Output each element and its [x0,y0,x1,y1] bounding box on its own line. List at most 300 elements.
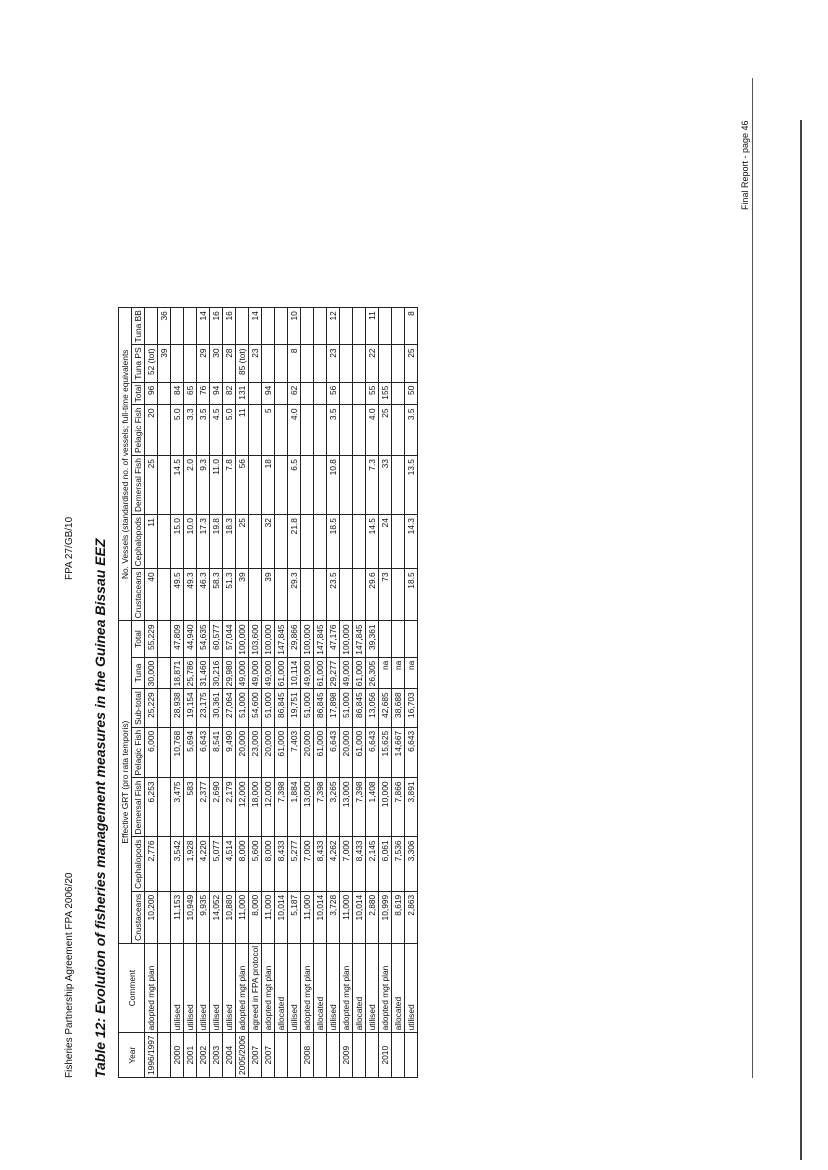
cell-value: 18.5 [405,569,418,621]
cell-value: 6,643 [405,727,418,778]
cell-value: 12,000 [262,778,275,837]
cell-value: 73 [379,569,392,621]
cell-value: 6.5 [288,456,301,515]
group-vessels: No. Vessels (standardised no. of vessels; full-time equivalents [119,308,132,621]
cell-value: 7.3 [366,456,379,515]
cell-value: 8,433 [353,837,366,891]
cell-value [314,405,327,456]
table-row [158,308,171,1078]
table-row [288,308,301,1078]
table-row [197,308,210,1078]
cell-value: 8,000 [262,837,275,891]
cell-comment: utilised [366,943,379,1033]
cell-value [379,345,392,382]
cell-value: 29.3 [288,569,301,621]
cell-value: 20,000 [236,727,249,778]
cell-value [262,308,275,345]
cell-value: 1,928 [184,837,197,891]
vessel-col-3: Pelagic Fish [132,405,145,456]
cell-value [314,382,327,405]
table-row [249,308,262,1078]
cell-value: 23 [327,345,340,382]
cell-value: 6,643 [366,727,379,778]
cell-value [353,405,366,456]
cell-value: 583 [184,778,197,837]
cell-value: 39 [262,569,275,621]
cell-value: 10,000 [379,778,392,837]
header-right: FPA 27/GB/10 [64,516,75,580]
cell-value: 62 [288,382,301,405]
cell-comment: adopted mgt plan [301,943,314,1033]
cell-value: 40 [145,569,158,621]
table-row [353,308,366,1078]
table-row [379,308,392,1078]
cell-value [301,569,314,621]
cell-value: 5.0 [223,405,236,456]
cell-value: 11,000 [340,891,353,943]
cell-value: 18 [262,456,275,515]
cell-comment: adopted mgt plan [236,943,249,1033]
cell-value: 61,000 [314,727,327,778]
cell-value [340,405,353,456]
cell-value [275,456,288,515]
cell-value: 4,262 [327,837,340,891]
cell-comment: utilised [327,943,340,1033]
cell-year: 2007 [262,1033,275,1078]
cell-comment: utilised [197,943,210,1033]
table-row [405,308,418,1078]
cell-value: 51,000 [236,689,249,728]
cell-value: 15,625 [379,727,392,778]
cell-value: 4.5 [210,405,223,456]
cell-value [249,515,262,569]
cell-value: 3,728 [327,891,340,943]
cell-year [366,1033,379,1078]
cell-value: 84 [171,382,184,405]
cell-value: 49,000 [301,657,314,689]
cell-value: 11 [145,515,158,569]
cell-value: 7,866 [392,778,405,837]
cell-comment: utilised [223,943,236,1033]
cell-comment: agreed in FPA protocol [249,943,262,1033]
cell-value [275,515,288,569]
cell-value: 6,061 [379,837,392,891]
cell-value [275,308,288,345]
cell-value: 86,845 [314,689,327,728]
cell-value: 33 [379,456,392,515]
cell-value: 36 [158,308,171,345]
cell-comment: adopted mgt plan [262,943,275,1033]
cell-value [392,621,405,657]
cell-value: 3,475 [171,778,184,837]
cell-value: 8,433 [275,837,288,891]
cell-value: 8,000 [249,891,262,943]
cell-year: 2007 [249,1033,262,1078]
cell-value: 10,200 [145,891,158,943]
cell-value: 21.8 [288,515,301,569]
cell-value: 51,000 [301,689,314,728]
cell-value: na [405,657,418,689]
cell-comment: allocated [275,943,288,1033]
cell-value: 2,880 [366,891,379,943]
cell-value [236,308,249,345]
cell-year [405,1033,418,1078]
cell-value [275,569,288,621]
cell-value: 5 [262,405,275,456]
table-body [145,308,418,1078]
cell-value: 23,000 [249,727,262,778]
cell-value: 14 [249,308,262,345]
cell-value [249,456,262,515]
cell-value: 49,000 [236,657,249,689]
cell-value [158,515,171,569]
cell-value: 6,643 [327,727,340,778]
cell-value: 11.0 [210,456,223,515]
cell-comment: adopted mgt plan [340,943,353,1033]
cell-value [275,345,288,382]
cell-value: 49.3 [184,569,197,621]
header-left: Fisheries Partnership Agreement FPA 2006/20 [64,872,75,1078]
cell-value [158,891,171,943]
vessel-col-4: Total [132,382,145,405]
cell-value: 47,176 [327,621,340,657]
cell-value: 3.5 [327,405,340,456]
cell-year: 2009 [340,1033,353,1078]
table-row [275,308,288,1078]
cell-value: 18.5 [327,515,340,569]
cell-value: 86,845 [353,689,366,728]
cell-value [249,405,262,456]
cell-value [301,308,314,345]
cell-value [314,569,327,621]
cell-value: 18.3 [223,515,236,569]
cell-value: 10,949 [184,891,197,943]
cell-value: 5,694 [184,727,197,778]
cell-value [392,308,405,345]
cell-value: 28,938 [171,689,184,728]
footer-rule [752,78,753,1078]
cell-value: 14.3 [405,515,418,569]
cell-value: 55,229 [145,621,158,657]
cell-value [340,515,353,569]
cell-comment: adopted mgt plan [145,943,158,1033]
cell-value [262,345,275,382]
cell-value [145,308,158,345]
cell-value: 10,768 [171,727,184,778]
cell-value: 10,999 [379,891,392,943]
col-year: Year [119,1033,145,1078]
cell-value: 10.8 [327,456,340,515]
cell-value [392,405,405,456]
cell-value: 19,751 [288,689,301,728]
table-row [236,308,249,1078]
cell-value: 46.3 [197,569,210,621]
cell-value: 3,542 [171,837,184,891]
cell-year: 2005/2006 [236,1033,249,1078]
cell-value: 29,277 [327,657,340,689]
cell-value [379,308,392,345]
cell-value [158,837,171,891]
cell-value: 18,871 [171,657,184,689]
cell-value: 52 (tot) [145,345,158,382]
cell-value [158,778,171,837]
grt-col-3: Pelagic Fish [132,727,145,778]
cell-value: 19,154 [184,689,197,728]
cell-value [314,456,327,515]
cell-value: 7.8 [223,456,236,515]
cell-value [275,405,288,456]
cell-comment [158,943,171,1033]
cell-year [275,1033,288,1078]
cell-value: 3,891 [405,778,418,837]
cell-value: 8,000 [236,837,249,891]
cell-value: 57,044 [223,621,236,657]
cell-value [353,345,366,382]
cell-value: 8,433 [314,837,327,891]
cell-value: 131 [236,382,249,405]
table-title: Table 12: Evolution of fisheries management measures in the Guinea Bissau EEZ [92,538,108,1078]
cell-value: 103,600 [249,621,262,657]
cell-value: 25 [236,515,249,569]
cell-value: 147,845 [353,621,366,657]
cell-value [392,569,405,621]
cell-value [158,405,171,456]
cell-value [392,345,405,382]
grt-col-5: Tuna [132,657,145,689]
cell-value: 61,000 [353,657,366,689]
cell-value: 25 [405,345,418,382]
cell-year [158,1033,171,1078]
cell-value: 15.0 [171,515,184,569]
cell-value: 29 [197,345,210,382]
cell-value: 9,490 [223,727,236,778]
cell-value: 8 [288,345,301,382]
cell-year [392,1033,405,1078]
cell-value: 10,014 [275,891,288,943]
cell-year: 2010 [379,1033,392,1078]
cell-value: 2,377 [197,778,210,837]
cell-value [171,308,184,345]
grt-col-4: Sub-total [132,689,145,728]
cell-value [314,345,327,382]
cell-value [340,345,353,382]
cell-value: 13,000 [301,778,314,837]
cell-value: 39 [236,569,249,621]
cell-value: 2,179 [223,778,236,837]
cell-value: 49.5 [171,569,184,621]
cell-value: 13,056 [366,689,379,728]
cell-value [158,569,171,621]
cell-value: 5,077 [210,837,223,891]
cell-value: 11,000 [262,891,275,943]
cell-value: 20,000 [301,727,314,778]
cell-value: 5,600 [249,837,262,891]
cell-value: 7,398 [275,778,288,837]
cell-value: 44,940 [184,621,197,657]
cell-value: 28 [223,345,236,382]
table-row [171,308,184,1078]
table-row [340,308,353,1078]
table-row [210,308,223,1078]
cell-value: 4,514 [223,837,236,891]
cell-value: 9.3 [197,456,210,515]
cell-value [301,382,314,405]
table-row [262,308,275,1078]
cell-value: 23.5 [327,569,340,621]
cell-value: 58.3 [210,569,223,621]
cell-value: 51.3 [223,569,236,621]
table-row [327,308,340,1078]
cell-value: 51,000 [340,689,353,728]
grt-col-0: Crustaceans [132,891,145,943]
cell-value [158,689,171,728]
cell-value: na [392,657,405,689]
cell-value: 6,643 [197,727,210,778]
cell-value [340,308,353,345]
cell-value: 10,880 [223,891,236,943]
fisheries-table [118,307,418,1078]
cell-value: 29,866 [288,621,301,657]
cell-value [392,456,405,515]
cell-value: 49,000 [262,657,275,689]
cell-value [171,345,184,382]
table-row [145,308,158,1078]
cell-value: 27,064 [223,689,236,728]
cell-year [314,1033,327,1078]
cell-comment: utilised [184,943,197,1033]
cell-value: 18,000 [249,778,262,837]
cell-value [353,456,366,515]
cell-value: 13,000 [340,778,353,837]
cell-value: na [379,657,392,689]
table-wrapper [118,307,418,1078]
cell-value: 2,863 [405,891,418,943]
cell-value: 96 [145,382,158,405]
cell-value: 147,845 [314,621,327,657]
cell-value [301,345,314,382]
grt-col-2: Demersal Fish [132,778,145,837]
cell-value: 12,000 [236,778,249,837]
cell-value: 14,667 [392,727,405,778]
cell-value: 19.8 [210,515,223,569]
cell-value: 10.0 [184,515,197,569]
cell-value: 7,000 [301,837,314,891]
cell-value: 100,000 [340,621,353,657]
cell-value: 4,220 [197,837,210,891]
cell-value: 11 [366,308,379,345]
cell-year: 2000 [171,1033,184,1078]
cell-value [392,515,405,569]
cell-value: 20,000 [340,727,353,778]
cell-value: 30 [210,345,223,382]
cell-value: 25,229 [145,689,158,728]
cell-year [288,1033,301,1078]
cell-value: 47,809 [171,621,184,657]
cell-value: 65 [184,382,197,405]
cell-value: 17.3 [197,515,210,569]
cell-value: 11,000 [236,891,249,943]
cell-year [327,1033,340,1078]
cell-value [405,621,418,657]
cell-value: 3,265 [327,778,340,837]
vessel-col-6: Tuna BB [132,308,145,345]
vessel-col-2: Demersal Fish [132,456,145,515]
cell-value: 3.3 [184,405,197,456]
cell-value: 82 [223,382,236,405]
cell-value [158,727,171,778]
cell-year: 2004 [223,1033,236,1078]
cell-value: 3.5 [197,405,210,456]
cell-value: 25,786 [184,657,197,689]
cell-value [314,308,327,345]
cell-value: 94 [210,382,223,405]
cell-value: 4.0 [288,405,301,456]
cell-value: 32 [262,515,275,569]
cell-value: 10 [288,308,301,345]
cell-value: 25 [379,405,392,456]
cell-year: 1996/1997 [145,1033,158,1078]
cell-value [275,382,288,405]
cell-value: 11,000 [301,891,314,943]
cell-value [353,515,366,569]
cell-value: 60,577 [210,621,223,657]
cell-value [184,345,197,382]
cell-value: 30,216 [210,657,223,689]
vessel-col-0: Crustaceans [132,569,145,621]
cell-comment: allocated [392,943,405,1033]
cell-value: 16,703 [405,689,418,728]
cell-value: 7,536 [392,837,405,891]
cell-year: 2003 [210,1033,223,1078]
cell-value: 16 [223,308,236,345]
cell-value: 8,541 [210,727,223,778]
cell-value: 100,000 [301,621,314,657]
cell-value: 61,000 [353,727,366,778]
cell-value: 155 [379,382,392,405]
cell-value: 29.6 [366,569,379,621]
vessel-col-5: Tuna PS [132,345,145,382]
cell-value [353,382,366,405]
cell-value: 8 [405,308,418,345]
table-row [392,308,405,1078]
vessel-col-1: Cephalopods [132,515,145,569]
cell-value: 86,845 [275,689,288,728]
cell-value: 23 [249,345,262,382]
table-row [301,308,314,1078]
cell-value: 22 [366,345,379,382]
cell-value: 49,000 [249,657,262,689]
cell-value: 7,403 [288,727,301,778]
cell-value: 10,014 [353,891,366,943]
cell-value: 11,153 [171,891,184,943]
cell-value [353,308,366,345]
cell-value [158,657,171,689]
cell-value [379,621,392,657]
cell-value: 14 [197,308,210,345]
cell-value: 26,305 [366,657,379,689]
cell-value [353,569,366,621]
cell-value: 39,361 [366,621,379,657]
cell-value: 10,114 [288,657,301,689]
cell-value: 1,884 [288,778,301,837]
col-comment: Comment [119,943,145,1033]
cell-comment: utilised [405,943,418,1033]
cell-value: 2,776 [145,837,158,891]
cell-value: 7,398 [353,778,366,837]
cell-value: 3,306 [405,837,418,891]
cell-value: 85 (tot) [236,345,249,382]
cell-value [301,456,314,515]
